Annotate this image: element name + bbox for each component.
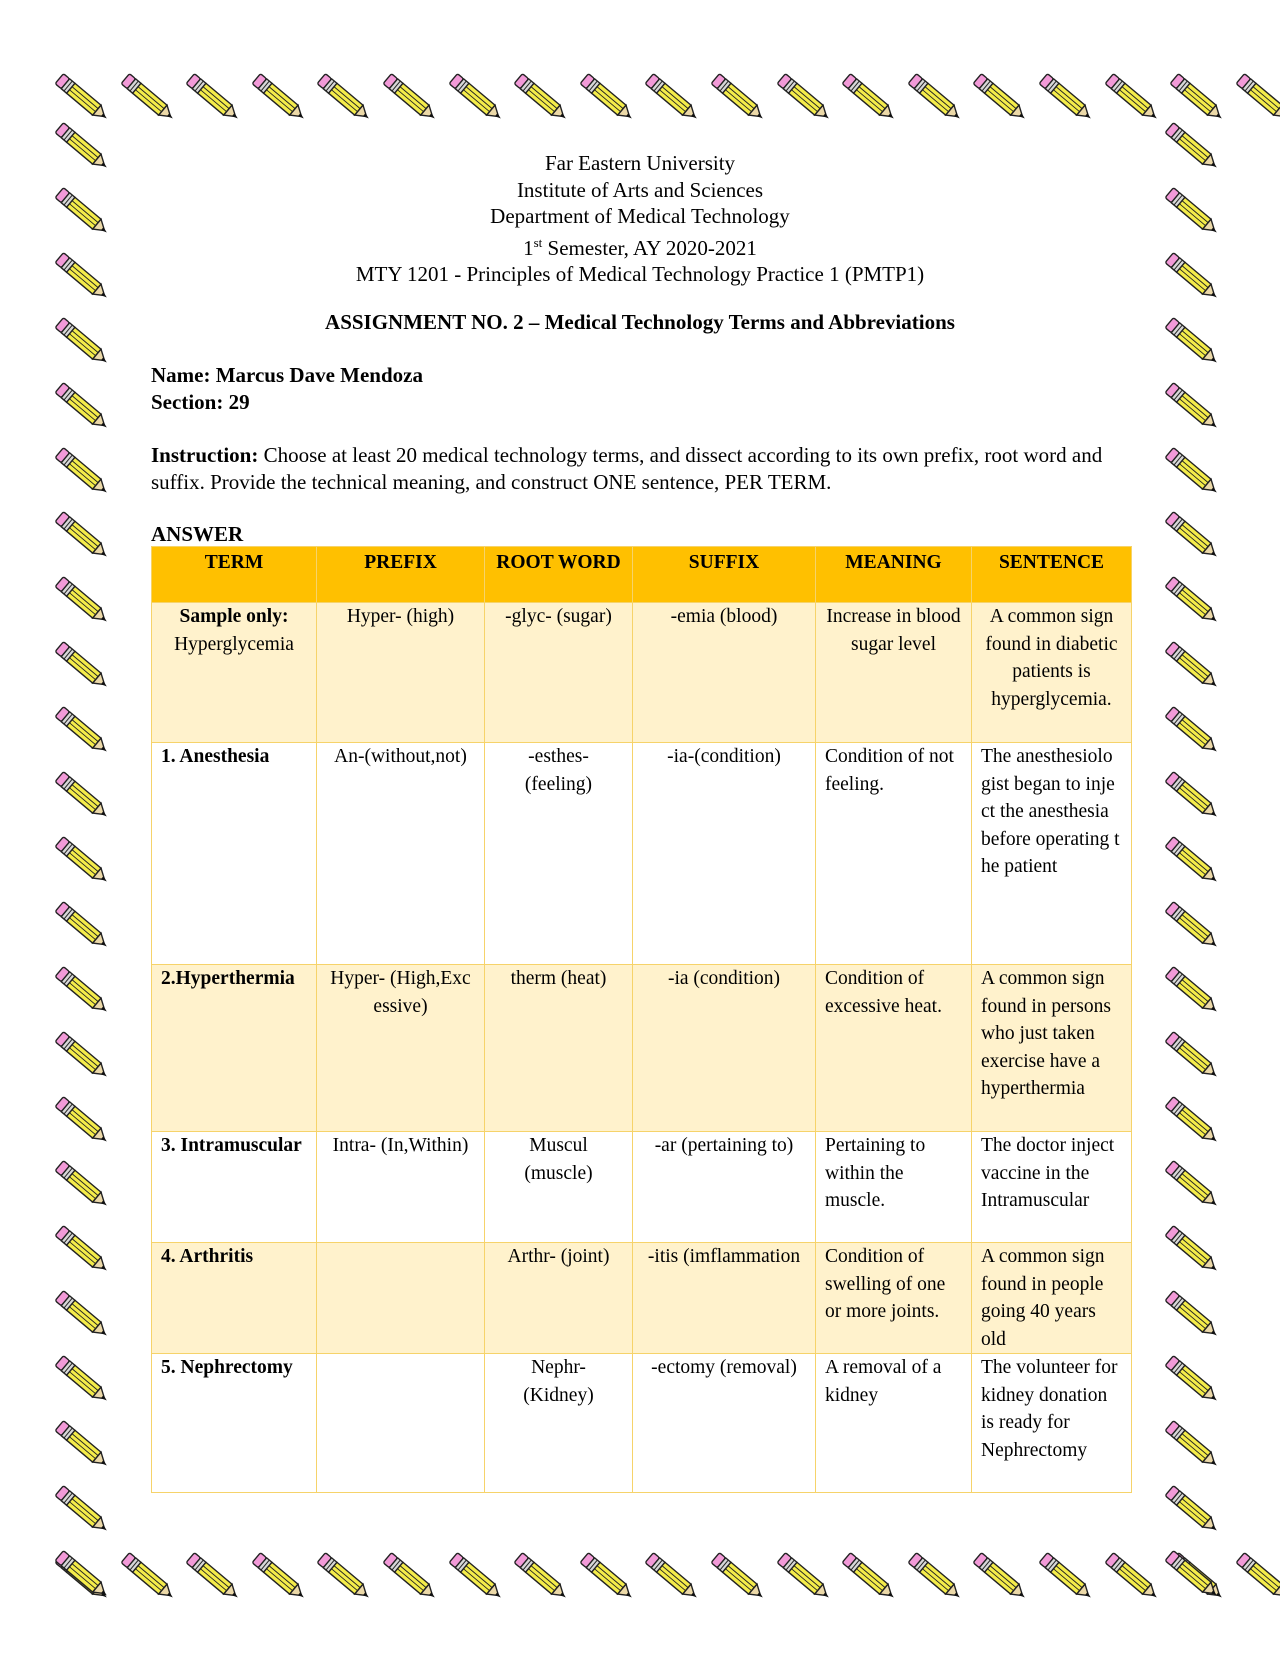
table-cell-suffix: -ectomy (removal) [633, 1354, 816, 1493]
pencil-icon [908, 1553, 964, 1603]
table-cell-suffix: -ia-(condition) [633, 743, 816, 965]
pencil-icon [317, 1553, 373, 1603]
table-cell-sentence: A common sign found in people going 40 years old [972, 1243, 1132, 1354]
table-cell-suffix: -itis (imflammation [633, 1243, 816, 1354]
pencil-icon [1165, 1226, 1221, 1276]
pencil-icon [973, 74, 1029, 124]
table-cell-term: 3. Intramuscular [152, 1132, 317, 1243]
pencil-icon [973, 1553, 1029, 1603]
pencil-icon [1165, 1356, 1221, 1406]
instruction-label: Instruction: [151, 443, 259, 467]
table-cell-meaning: Condition of not feeling. [816, 743, 972, 965]
pencil-icon [186, 1553, 242, 1603]
pencil-icon [383, 74, 439, 124]
pencil-icon [580, 1553, 636, 1603]
pencil-icon [55, 1486, 111, 1536]
course-name: MTY 1201 - Principles of Medical Technology Practice 1 (PMTP1) [355, 262, 925, 286]
table-cell-sentence: The volunteer for kidney donation is ready for Nephrectomy [972, 1354, 1132, 1493]
pencil-icon [55, 772, 111, 822]
semester-text: Semester, AY 2020-2021 [542, 235, 757, 260]
semester-line [150, 230, 1130, 262]
pencil-icon [711, 74, 767, 124]
pencil-icon [55, 902, 111, 952]
pencil-icon [252, 74, 308, 124]
pencil-icon [1165, 1486, 1221, 1536]
pencil-icon [55, 1356, 111, 1406]
pencil-icon [1165, 837, 1221, 887]
table-cell-suffix: -ar (pertaining to) [633, 1132, 816, 1243]
table-cell-root: Nephr- (Kidney) [485, 1354, 633, 1493]
table-header-row [152, 547, 1132, 603]
table-cell-meaning: A removal of a kidney [816, 1354, 972, 1493]
pencil-icon [1165, 123, 1221, 173]
pencil-icon [1165, 253, 1221, 303]
pencil-icon [1165, 1032, 1221, 1082]
table-cell-root: -glyc- (sugar) [485, 603, 633, 743]
table-cell-sentence: A common sign found in diabetic patients is hyperglycemia. [972, 603, 1132, 743]
pencil-icon [55, 1421, 111, 1471]
semester-ordinal: 1 [523, 235, 534, 260]
header-prefix: PREFIX [317, 547, 485, 603]
pencil-icon [842, 74, 898, 124]
pencil-icon [1236, 1553, 1280, 1603]
pencil-icon [1170, 74, 1226, 124]
table-row [152, 1354, 1132, 1493]
sample-row [152, 603, 1132, 743]
table-cell-sentence: The anesthesiologist began to inject the anesthesia before operating the patient [972, 743, 1132, 965]
student-section: Section: 29 [151, 389, 250, 414]
pencil-icon [1105, 74, 1161, 124]
header-term: TERM [152, 547, 317, 603]
pencil-icon [55, 577, 111, 627]
instruction-text: Choose at least 20 medical technology terms, and dissect according to its own prefix, root word and suffix. Provide the technical meaning, and construct ONE sentence, PER TERM. [151, 443, 1103, 494]
pencil-icon [55, 1291, 111, 1341]
sample-term: Hyperglycemia [174, 633, 294, 655]
semester-suffix: st [533, 234, 543, 250]
pencil-icon [842, 1553, 898, 1603]
pencil-icon [1165, 448, 1221, 498]
pencil-icon [1165, 902, 1221, 952]
pencil-icon [449, 1553, 505, 1603]
pencil-icon [1165, 707, 1221, 757]
pencil-icon [121, 74, 177, 124]
student-info [151, 362, 423, 415]
pencil-icon [252, 1553, 308, 1603]
assignment-title: ASSIGNMENT NO. 2 – Medical Technology Terms and Abbreviations [325, 310, 955, 334]
document-header [150, 150, 1130, 288]
pencil-icon [55, 707, 111, 757]
table-cell-root: Arthr- (joint) [485, 1243, 633, 1354]
pencil-icon [1165, 1097, 1221, 1147]
pencil-icon [908, 74, 964, 124]
university-name: Far Eastern University [544, 151, 736, 175]
table-cell-term: 1. Anesthesia [152, 743, 317, 965]
pencil-icon [55, 642, 111, 692]
table-cell-prefix: An-(without,not) [317, 743, 485, 965]
pencil-icon [186, 74, 242, 124]
pencil-icon [1165, 512, 1221, 562]
pencil-icon [55, 74, 111, 124]
table-row [152, 965, 1132, 1132]
header-sentence: SENTENCE [972, 547, 1132, 603]
pencil-icon [711, 1553, 767, 1603]
pencil-icon [1165, 1551, 1221, 1601]
instruction-paragraph [151, 442, 1131, 495]
table-cell-prefix [317, 1243, 485, 1354]
table-cell-prefix: Hyper- (high) [317, 603, 485, 743]
table-cell-sentence: The doctor inject vaccine in the Intramuscular [972, 1132, 1132, 1243]
pencil-icon [645, 74, 701, 124]
pencil-icon [55, 1226, 111, 1276]
pencil-icon [55, 1551, 111, 1601]
pencil-icon [1165, 1291, 1221, 1341]
header-suffix: SUFFIX [633, 547, 816, 603]
institute-name: Institute of Arts and Sciences [516, 177, 764, 202]
pencil-icon [1165, 642, 1221, 692]
pencil-icon [55, 448, 111, 498]
pencil-icon [317, 74, 373, 124]
pencil-icon [1165, 772, 1221, 822]
pencil-icon [1165, 1161, 1221, 1211]
pencil-icon [55, 188, 111, 238]
pencil-icon [777, 1553, 833, 1603]
pencil-icon [55, 1097, 111, 1147]
pencil-icon [55, 383, 111, 433]
table-cell-sentence: A common sign found in persons who just taken exercise have a hyperthermia [972, 965, 1132, 1132]
table-row [152, 743, 1132, 965]
pencil-icon [1236, 74, 1280, 124]
pencil-icon [514, 74, 570, 124]
pencil-icon [1165, 967, 1221, 1017]
pencil-icon [55, 123, 111, 173]
table-cell-term: 5. Nephrectomy [152, 1354, 317, 1493]
pencil-icon [55, 253, 111, 303]
pencil-icon [777, 74, 833, 124]
pencil-icon [1105, 1553, 1161, 1603]
pencil-icon [121, 1553, 177, 1603]
pencil-icon [1165, 318, 1221, 368]
pencil-icon [645, 1553, 701, 1603]
department-name: Department of Medical Technology [490, 204, 790, 228]
pencil-icon [1165, 577, 1221, 627]
table-cell-suffix: -emia (blood) [633, 603, 816, 743]
pencil-icon [55, 837, 111, 887]
table-row [152, 1132, 1132, 1243]
table-cell-prefix: Hyper- (High,Excessive) [317, 965, 485, 1132]
table-cell-term [152, 603, 317, 743]
table-cell-root: Muscul (muscle) [485, 1132, 633, 1243]
pencil-icon [55, 318, 111, 368]
pencil-icon [1165, 188, 1221, 238]
table-cell-root: -esthes- (feeling) [485, 743, 633, 965]
pencil-icon [514, 1553, 570, 1603]
table-cell-meaning: Increase in blood sugar level [816, 603, 972, 743]
pencil-icon [383, 1553, 439, 1603]
table-cell-term: 2.Hyperthermia [152, 965, 317, 1132]
pencil-icon [1039, 74, 1095, 124]
answer-label: ANSWER [151, 522, 244, 546]
pencil-icon [1039, 1553, 1095, 1603]
pencil-icon [1165, 1421, 1221, 1471]
table-cell-root: therm (heat) [485, 965, 633, 1132]
pencil-icon [55, 1032, 111, 1082]
pencil-icon [55, 1161, 111, 1211]
pencil-icon [1165, 383, 1221, 433]
pencil-icon [449, 74, 505, 124]
table-cell-term: 4. Arthritis [152, 1243, 317, 1354]
table-cell-meaning: Pertaining to within the muscle. [816, 1132, 972, 1243]
table-cell-meaning: Condition of excessive heat. [816, 965, 972, 1132]
pencil-icon [55, 512, 111, 562]
sample-label: Sample only: [179, 606, 289, 627]
table-cell-prefix: Intra- (In,Within) [317, 1132, 485, 1243]
header-root-word: ROOT WORD [485, 547, 633, 603]
table-cell-suffix: -ia (condition) [633, 965, 816, 1132]
table-row [152, 1243, 1132, 1354]
table-cell-prefix [317, 1354, 485, 1493]
student-name: Name: Marcus Dave Mendoza [151, 363, 423, 387]
table-cell-meaning: Condition of swelling of one or more joints. [816, 1243, 972, 1354]
pencil-icon [55, 967, 111, 1017]
terms-table [151, 546, 1132, 1493]
pencil-icon [580, 74, 636, 124]
header-meaning: MEANING [816, 547, 972, 603]
